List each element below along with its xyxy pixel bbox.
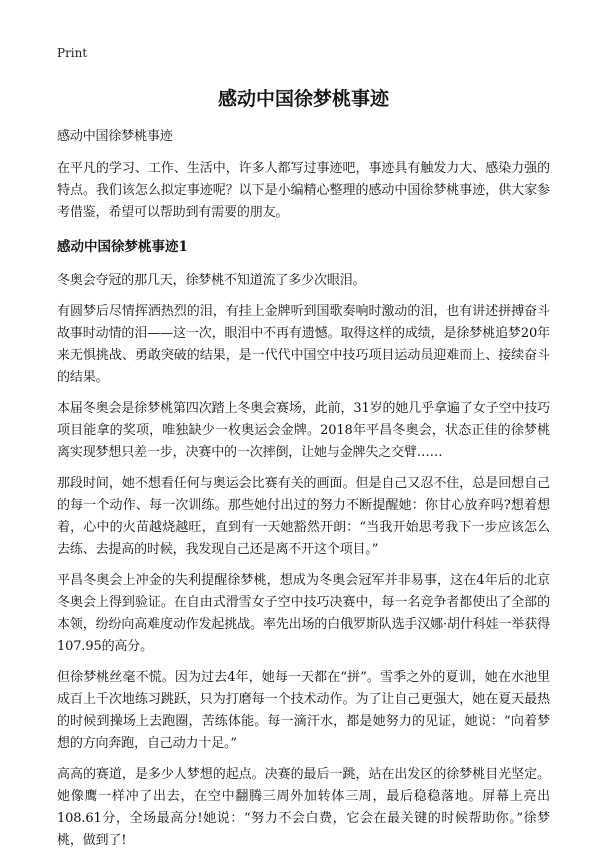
body-paragraph-5: 平昌冬奥会上冲金的失利提醒徐梦桃，想成为冬奥会冠军并非易事，这在4年后的北京冬奥会上得到验证。在自由式滑雪女子空中技巧决赛中，每一名竞争者都使出了全部的本领，纷纷向高难度动作发起挑战。率先出场的白俄罗斯队选手汉娜·胡什科娃一举获得107.95的高分。 (57, 573, 550, 654)
body-paragraph-2: 有圆梦后尽情挥洒热烈的泪，有挂上金牌听到国歌奏响时激动的泪，也有讲述拼搏奋斗故事时动情的泪——这一次，眼泪中不再有遗憾。取得这样的成绩，是徐梦桃追梦20年来无惧挑战、勇敢突破的结果，是一代代中国空中技巧项目运动员迎难而上、接续奋斗的结果。 (57, 304, 550, 385)
section-heading: 感动中国徐梦桃事迹1 (57, 239, 188, 255)
body-paragraph-1: 冬奥会夺冠的那几天，徐梦桃不知道流了多少次眼泪。 (57, 273, 366, 288)
body-paragraph-7: 高高的赛道，是多少人梦想的起点。决赛的最后一跳，站在出发区的徐梦桃目光坚定。她像鹰一样冲了出去，在空中翻腾三周外加转体三周，最后稳稳落地。屏幕上亮出108.61分，全场最高分!她说：“努力不会白费，它会在最关键的时候帮助你。”徐梦桃，做到了! (57, 767, 550, 848)
intro-paragraph: 在平凡的学习、工作、生活中，许多人都写过事迹吧，事迹具有触发力大、感染力强的特点。我们该怎么拟定事迹呢？以下是小编精心整理的感动中国徐梦桃事迹，供大家参考借鉴，希望可以帮助到有需要的朋友。 (57, 161, 550, 220)
document-title: 感动中国徐梦桃事迹 (217, 88, 389, 110)
document-subtitle: 感动中国徐梦桃事迹 (57, 129, 173, 144)
body-paragraph-6: 但徐梦桃丝毫不慌。因为过去4年，她每一天都在“拼”。雪季之外的夏训，她在水池里成百上千次地练习跳跃，只为打磨每一个技术动作。为了让自己更强大，她在夏天最热的时候到操场上去跑圈，苦练体能。每一滴汗水，都是她努力的见证，她说：“向着梦想的方向奔跑，自己动力十足。” (57, 670, 550, 751)
body-paragraph-4: 那段时间，她不想看任何与奥运会比赛有关的画面。但是自己又忍不住，总是回想自己的每一个动作、每一次训练。那些她付出过的努力不断提醒她：你甘心放弃吗?想着想着，心中的火苗越烧越旺，直到有一天她豁然开朗：“当我开始思考我下一步应该怎么去练、去提高的时候，我发现自己还是离不开这个项目。” (57, 476, 550, 557)
print-label: Print (57, 46, 88, 60)
body-paragraph-3: 本届冬奥会是徐梦桃第四次踏上冬奥会赛场，此前，31岁的她几乎拿遍了女子空中技巧项目能拿的奖项，唯独缺少一枚奥运会金牌。2018年平昌冬奥会，状态正佳的徐梦桃离实现梦想只差一步，决赛中的一次摔倒，让她与金牌失之交臂…… (57, 401, 550, 460)
